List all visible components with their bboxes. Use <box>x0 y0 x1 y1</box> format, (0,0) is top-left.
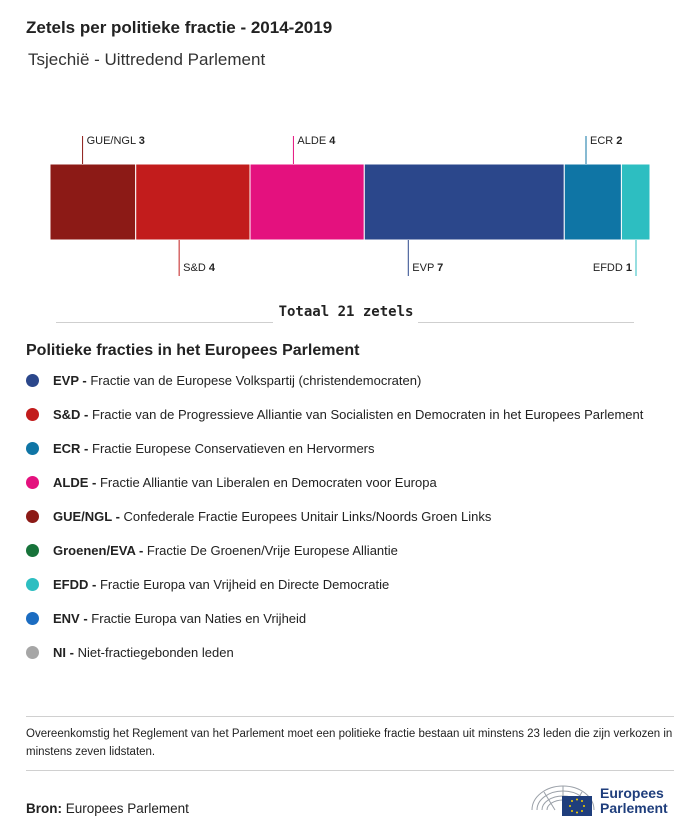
segment-label-name-gue-ngl: GUE/NGL <box>86 135 139 147</box>
segment-label-name-s-d: S&D <box>183 262 209 274</box>
segment-label-name-alde: ALDE <box>297 135 330 147</box>
legend-swatch-efdd <box>26 578 39 591</box>
legend-item-groenen-eva <box>26 542 656 560</box>
segment-label-alde <box>297 135 336 147</box>
segment-label-value-gue-ngl: 3 <box>138 135 145 147</box>
legend-abbr-ni: NI - <box>53 645 78 660</box>
legend-desc-ecr: Fractie Europese Conservatieven en Hervormers <box>92 441 375 456</box>
bar-segment-ecr <box>564 164 621 240</box>
total-seats-label: Totaal 21 zetels <box>278 304 414 320</box>
segment-label-s-d <box>183 262 216 274</box>
legend-desc-gue-ngl: Confederale Fractie Europees Unitair Links/Noords Groen Links <box>123 509 492 524</box>
segment-label-name-evp: EVP <box>412 262 438 274</box>
source-label: Bron: <box>26 801 62 816</box>
logo-wordmark <box>600 786 668 816</box>
legend-abbr-ecr: ECR - <box>53 441 92 456</box>
legend-swatch-env <box>26 612 39 625</box>
legend-item-alde <box>26 474 656 492</box>
legend-title: Politieke fracties in het Europees Parlement <box>26 342 360 359</box>
legend-item-ecr <box>26 440 656 458</box>
legend-swatch-ecr <box>26 442 39 455</box>
legend-item-evp <box>26 372 656 390</box>
segment-label-value-alde: 4 <box>329 135 336 147</box>
legend-desc-evp: Fractie van de Europese Volkspartij (christendemocraten) <box>90 373 422 388</box>
legend-desc-groenen-eva: Fractie De Groenen/Vrije Europese Alliantie <box>146 543 398 558</box>
footnote: Overeenkomstig het Reglement van het Parlement moet een politieke fractie bestaan uit minstens 23 leden die zijn verkozen in minstens zeven lidstaten. <box>26 728 673 758</box>
segment-label-name-efdd: EFDD <box>592 262 626 274</box>
european-parliament-logo <box>528 780 688 820</box>
total-left-rule <box>56 322 273 323</box>
legend-abbr-env: ENV - <box>53 611 92 626</box>
legend-abbr-efdd: EFDD - <box>53 577 100 592</box>
legend-item-gue-ngl <box>26 508 656 526</box>
legend-desc-ni: Niet-fractiegebonden leden <box>77 645 234 660</box>
total-seats <box>56 302 634 342</box>
segment-label-value-efdd: 1 <box>625 262 632 274</box>
legend-swatch-gue-ngl <box>26 510 39 523</box>
legend-swatch-ni <box>26 646 39 659</box>
segment-label-name-ecr: ECR <box>590 135 617 147</box>
bar-segment-s-d <box>136 164 250 240</box>
legend-swatch-s-d <box>26 408 39 421</box>
source-line <box>26 801 189 816</box>
bar-segment-efdd <box>621 164 650 240</box>
legend-desc-env: Fractie Europa van Naties en Vrijheid <box>91 611 307 626</box>
legend-item-env <box>26 610 656 628</box>
segment-label-gue-ngl <box>87 135 145 147</box>
segment-label-value-evp: 7 <box>437 262 444 274</box>
legend-item-s-d <box>26 406 656 424</box>
segment-label-value-s-d: 4 <box>208 262 215 274</box>
segment-label-ecr <box>590 135 622 147</box>
legend-abbr-evp: EVP - <box>53 373 91 388</box>
legend-desc-s-d: Fractie van de Progressieve Alliantie van Socialisten en Democraten in het Europees Parlement <box>92 407 644 422</box>
segment-label-value-ecr: 2 <box>616 135 623 147</box>
legend-abbr-groenen-eva: Groenen/EVA - <box>53 543 147 558</box>
bar-segment-alde <box>250 164 364 240</box>
note-top-divider <box>26 716 674 717</box>
logo-line-1: Europees <box>600 785 664 801</box>
legend-abbr-s-d: S&D - <box>53 407 92 422</box>
legend <box>26 372 656 678</box>
segment-label-evp <box>412 262 443 274</box>
legend-abbr-alde: ALDE - <box>53 475 100 490</box>
bar-segment-evp <box>364 164 564 240</box>
note-bottom-divider <box>26 770 674 771</box>
legend-desc-efdd: Fractie Europa van Vrijheid en Directe Democratie <box>99 577 390 592</box>
bar-segment-gue-ngl <box>50 164 136 240</box>
legend-swatch-groenen-eva <box>26 544 39 557</box>
legend-swatch-evp <box>26 374 39 387</box>
chart-title: Zetels per politieke fractie - 2014-2019 <box>26 18 333 37</box>
legend-desc-alde: Fractie Alliantie van Liberalen en Democraten voor Europa <box>99 475 437 490</box>
legend-abbr-gue-ngl: GUE/NGL - <box>53 509 124 524</box>
legend-item-ni <box>26 644 656 662</box>
legend-item-efdd <box>26 576 656 594</box>
logo-line-2: Parlement <box>600 800 668 816</box>
source-value: Europees Parlement <box>65 801 189 816</box>
stacked-seat-bar-chart <box>0 120 700 290</box>
total-right-rule <box>418 322 634 323</box>
legend-swatch-alde <box>26 476 39 489</box>
chart-subtitle: Tsjechië - Uittredend Parlement <box>28 50 266 69</box>
segment-label-efdd <box>593 262 632 274</box>
parliament-hemicycle-icon <box>528 780 598 820</box>
